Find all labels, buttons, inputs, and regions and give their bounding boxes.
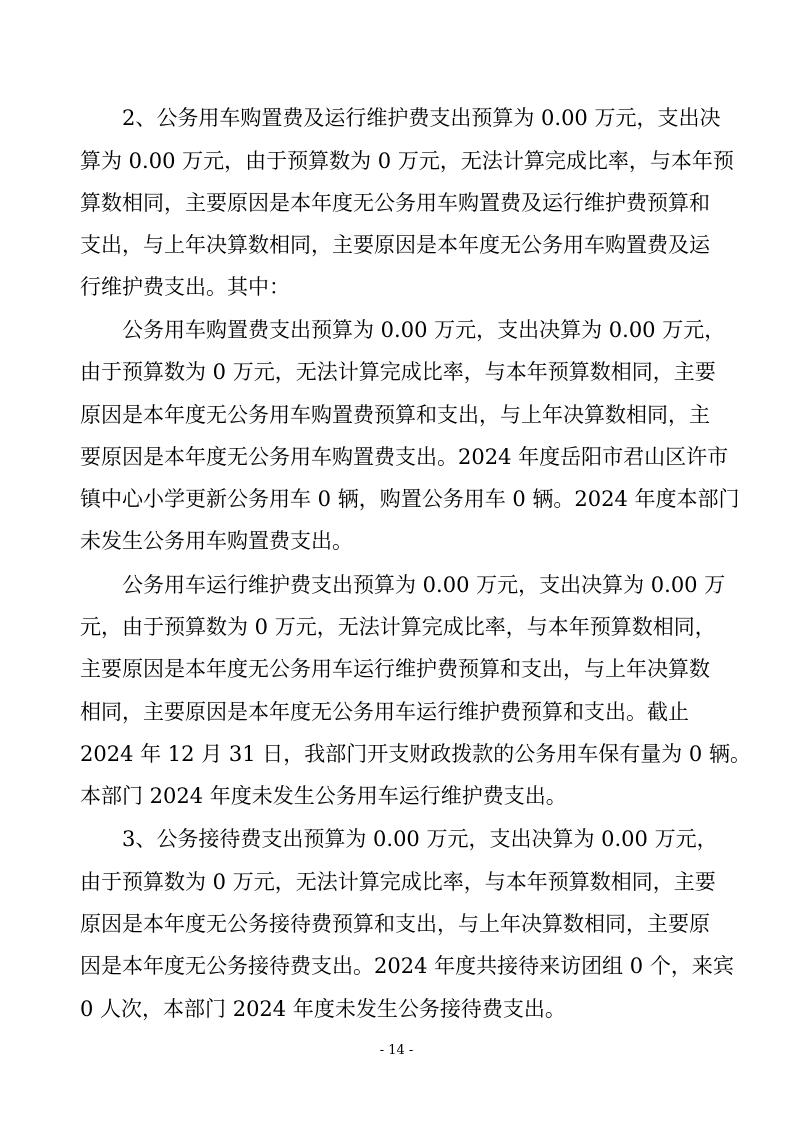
paragraph-maintenance-line-3: 主要原因是本年度无公务用车运行维护费预算和支出，与上年决算数 xyxy=(80,657,710,681)
paragraph-2-line-2: 算为 0.00 万元，由于预算数为 0 万元，无法计算完成比率，与本年预 xyxy=(80,149,734,173)
paragraph-maintenance-line-5: 2024 年 12 月 31 日，我部门开支财政拨款的公务用车保有量为 0 辆。 xyxy=(80,742,751,766)
paragraph-3-line-4: 因是本年度无公务接待费支出。2024 年度共接待来访团组 0 个，来宾 xyxy=(80,954,734,978)
paragraph-purchase-line-2: 由于预算数为 0 万元，无法计算完成比率，与本年预算数相同，主要 xyxy=(80,360,716,384)
paragraph-2-line-3: 算数相同，主要原因是本年度无公务用车购置费及运行维护费预算和 xyxy=(80,191,710,215)
paragraph-3-line-5: 0 人次，本部门 2024 年度未发生公务接待费支出。 xyxy=(80,997,566,1021)
paragraph-2-line-1: 2、公务用车购置费及运行维护费支出预算为 0.00 万元，支出决 xyxy=(122,106,721,130)
paragraph-maintenance-line-4: 相同，主要原因是本年度无公务用车运行维护费预算和支出。截止 xyxy=(80,700,689,724)
paragraph-maintenance-line-2: 元，由于预算数为 0 万元，无法计算完成比率，与本年预算数相同， xyxy=(80,615,716,639)
paragraph-3-line-2: 由于预算数为 0 万元，无法计算完成比率，与本年预算数相同，主要 xyxy=(80,870,716,894)
paragraph-purchase-line-3: 原因是本年度无公务用车购置费预算和支出，与上年决算数相同，主 xyxy=(80,403,710,427)
paragraph-2-line-4: 支出，与上年决算数相同，主要原因是本年度无公务用车购置费及运 xyxy=(80,233,710,257)
paragraph-purchase-line-1: 公务用车购置费支出预算为 0.00 万元，支出决算为 0.00 万元， xyxy=(122,318,726,342)
paragraph-3-line-1: 3、公务接待费支出预算为 0.00 万元，支出决算为 0.00 万元， xyxy=(122,827,718,851)
paragraph-purchase-line-6: 未发生公务用车购置费支出。 xyxy=(80,529,353,553)
paragraph-maintenance-line-1: 公务用车运行维护费支出预算为 0.00 万元，支出决算为 0.00 万 xyxy=(122,573,726,597)
page-number: - 14 - xyxy=(379,1043,414,1058)
paragraph-3-line-3: 原因是本年度无公务接待费预算和支出，与上年决算数相同，主要原 xyxy=(80,912,710,936)
paragraph-purchase-line-4: 要原因是本年度无公务用车购置费支出。2024 年度岳阳市君山区许市 xyxy=(80,445,729,469)
paragraph-2-line-5: 行维护费支出。其中： xyxy=(80,275,290,299)
paragraph-maintenance-line-6: 本部门 2024 年度未发生公务用车运行维护费支出。 xyxy=(80,784,567,808)
paragraph-purchase-line-5: 镇中心小学更新公务用车 0 辆，购置公务用车 0 辆。2024 年度本部门 xyxy=(80,487,740,511)
